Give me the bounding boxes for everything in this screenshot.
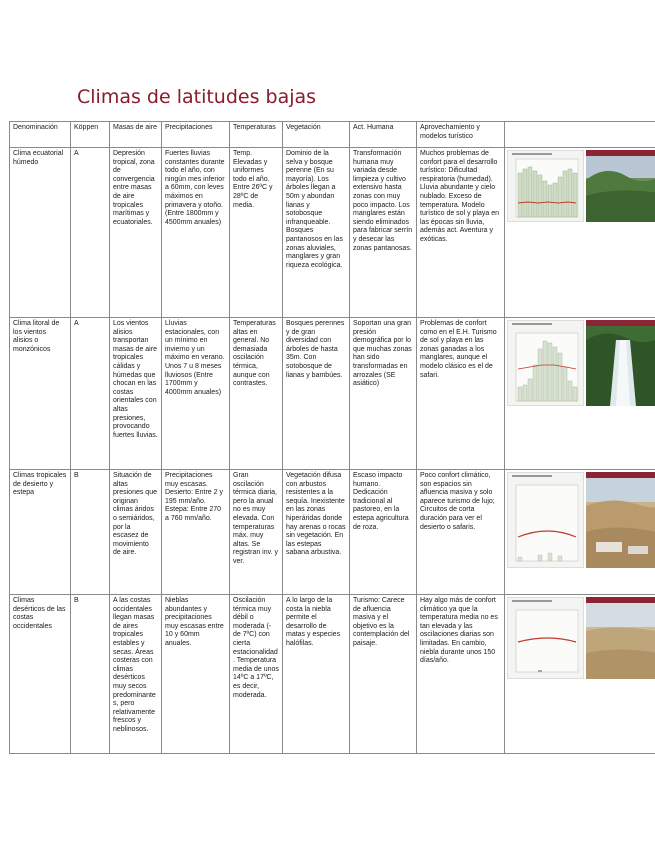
cell-vegetacion: Dominio de la selva y bosque perenne (En su mayoría). Los árboles llegan a 50m y abundan lianas y sotobosque infranqueable. Bosques pantanosos en las zonas aluviales, manglares y gran riqueza ecológica. — [283, 148, 350, 318]
cell-humana: Soportan una gran presión demográfica por lo que muchas zonas han sido transformadas en arrozales (SE asiático) — [350, 318, 417, 470]
table-row — [10, 595, 655, 754]
cell-temperaturas: Gran oscilación térmica diaria, pero la anual no es muy elevada. Con temperaturas máx. muy altas. Se registran inv. y ver. — [230, 470, 283, 595]
header-koppen: Köppen — [71, 122, 110, 148]
climograph-image — [507, 597, 584, 679]
table-row — [10, 470, 655, 595]
cell-koppen: A — [71, 148, 110, 318]
cell-koppen: B — [71, 470, 110, 595]
cell-turismo: Problemas de confort como en el E.H. Turismo de sol y playa en las zonas ganadas a los manglares, aunque el modelo clásico es el de safari. — [417, 318, 505, 470]
page-title: Climas de latitudes bajas — [77, 86, 317, 108]
cell-denominacion: Climas tropicales de desierto y estepa — [10, 470, 71, 595]
cell-turismo: Muchos problemas de confort para el desarrollo turístico: Dificultad respiratoria (humedad). Lluvia abundante y cielo nublado. Exceso de temperatura. Modelo turístico de sol y playa en las épocas sin lluvia, además act. Aventura y exóticas. — [417, 148, 505, 318]
cell-temperaturas: Oscilación térmica muy débil o moderada (- de 7ºC) con cierta estacionalidad. Temperatura media de unos 14ºC a 17ºC, es decir, moderada. — [230, 595, 283, 754]
header-vegetacion: Vegetación — [283, 122, 350, 148]
cell-koppen: B — [71, 595, 110, 754]
cell-turismo: Poco confort climático, son espacios sin afluencia masiva y solo aparece turismo de lujo; Circuitos de corta duración para ver el desierto o safaris. — [417, 470, 505, 595]
cell-precipitaciones: Lluvias estacionales, con un mínimo en invierno y un máximo en verano. Unos 7 u 8 meses lluviosos (Entre 1700mm y 4000mm anuales) — [162, 318, 230, 470]
cell-denominacion: Clima litoral de los vientos alisios o monzónicos — [10, 318, 71, 470]
cell-humana: Transformación humana muy variada desde limpieza y cultivo extensivo hasta zonas con muy poco impacto. Los manglares están siendo eliminados para fabricar serrín y desecar las zonas pantanosas. — [350, 148, 417, 318]
cell-precipitaciones: Precipitaciones muy escasas. Desierto: Entre 2 y 195 mm/año. Estepa: Entre 270 a 760 mm/año. — [162, 470, 230, 595]
cell-humana: Turismo: Carece de afluencia masiva y el objetivo es la contemplación del paisaje. — [350, 595, 417, 754]
cell-vegetacion: A lo largo de la costa la niebla permite el desarrollo de matas y especies halófilas. — [283, 595, 350, 754]
landscape-photo — [586, 150, 655, 222]
cell-masas: A las costas occidentales llegan masas de aires tropicales estables y secas. Áreas costeras con climas desérticos muy secos predominantes, pero relativamente frescos y neblinosos. — [110, 595, 162, 754]
cell-temperaturas: Temperaturas altas en general. No demasiada oscilación térmica, aunque con contrastes. — [230, 318, 283, 470]
cell-images — [505, 595, 655, 754]
cell-vegetacion: Vegetación difusa con arbustos resistentes a la sequía. Inexistente en las zonas hiperáridas donde hay arenas o rocas sin vegetación. En las estepas sabana arbustiva. — [283, 470, 350, 595]
table-row — [10, 148, 655, 318]
cell-koppen: A — [71, 318, 110, 470]
cell-precipitaciones: Fuertes lluvias constantes durante todo el año, con ningún mes inferior a 60mm, con leves máximos en primavera y otoño. (Entre 1800mm y 4500mm anuales) — [162, 148, 230, 318]
header-denominacion: Denominación — [10, 122, 71, 148]
coastal-desert-photo — [586, 597, 655, 679]
cell-vegetacion: Bosques perennes y de gran diversidad con árboles de hasta 35m. Con sotobosque de lianas y bambúes. — [283, 318, 350, 470]
desert-photo — [586, 472, 655, 568]
cell-humana: Escaso impacto humano. Dedicación tradicional al pastoreo, en la estepa agricultura de roza. — [350, 470, 417, 595]
header-temperaturas: Temperaturas — [230, 122, 283, 148]
cell-precipitaciones: Nieblas abundantes y precipitaciones muy escasas entre 10 y 60mm anuales. — [162, 595, 230, 754]
table-row — [10, 318, 655, 470]
header-precipitaciones: Precipitaciones — [162, 122, 230, 148]
header-images — [505, 122, 655, 148]
climograph-image — [507, 150, 584, 222]
cell-images — [505, 148, 655, 318]
cell-turismo: Hay algo más de confort climático ya que la temperatura media no es tan elevada y las oscilaciones diarias son limitadas. En cambio, niebla durante unos 150 días/año. — [417, 595, 505, 754]
header-turismo: Aprovechamiento y modelos turístico — [417, 122, 505, 148]
cell-denominacion: Climas desérticos de las costas occidentales — [10, 595, 71, 754]
header-humana: Act. Humana — [350, 122, 417, 148]
climograph-image — [507, 472, 584, 568]
climate-table — [9, 121, 655, 754]
header-row — [10, 122, 655, 148]
cell-masas: Depresión tropical, zona de convergencia entre masas de aire tropicales marítimas y ecuatoriales. — [110, 148, 162, 318]
cell-images — [505, 318, 655, 470]
cell-denominacion: Clima ecuatorial húmedo — [10, 148, 71, 318]
cell-temperaturas: Temp. Elevadas y uniformes todo el año. Entre 26ºC y 28ºC de media. — [230, 148, 283, 318]
waterfall-photo — [586, 320, 655, 406]
cell-images — [505, 470, 655, 595]
header-masas: Masas de aire — [110, 122, 162, 148]
cell-masas: Los vientos alisios transportan masas de aire tropicales cálidas y húmedas que chocan en las costas orientales con altas presiones, provocando fuertes lluvias. — [110, 318, 162, 470]
climograph-image — [507, 320, 584, 406]
cell-masas: Situación de altas presiones que originan climas áridos o semiáridos, por la escasez de movimiento de aire. — [110, 470, 162, 595]
